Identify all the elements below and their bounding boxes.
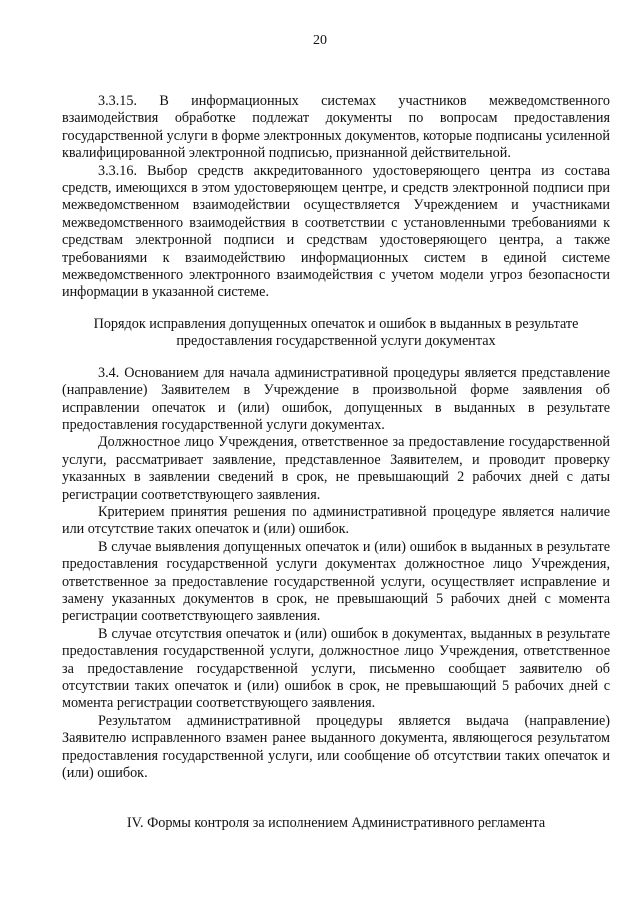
paragraph-official-review: Должностное лицо Учреждения, ответственное за предоставление государственной услуги, рассматривает заявление, представленное Заявителем, и проводит проверку указанных в заявлении сведений в срок, не превышающий 2 рабочих дней с даты регистрации соответствующего заявления. xyxy=(62,434,610,503)
paragraph-decision-criterion: Критерием принятия решения по административной процедуре является наличие или отсутствие таких опечаток и (или) ошибок. xyxy=(62,503,610,538)
paragraph-3-3-15: 3.3.15. В информационных системах участников межведомственного взаимодействия обработке подлежат документы по вопросам предоставления государственной услуги в форме электронных документов, которые подписаны усиленной квалифицированной электронной подписью, признанной действительной. xyxy=(62,93,610,162)
paragraph-procedure-result: Результатом административной процедуры является выдача (направление) Заявителю исправленного взамен ранее выданного документа, являющегося результатом предоставления государственной услуги, или сообщение об отсутствии таких опечаток и (или) ошибок. xyxy=(62,712,610,782)
paragraph-3-3-16: 3.3.16. Выбор средств аккредитованного удостоверяющего центра из состава средств, имеющихся в этом удостоверяющем центре, и средств электронной подписи при межведомственном взаимодействии осуществляется Учреждением и участниками межведомственного взаимодействия в соответствии с установленными требованиями к средствам электронной подписи и средствам удостоверяющего центра, а также требованиями к взаимодействию информационных систем в единой системе межведомственного электронного взаимодействия с учетом модели угроз безопасности информации в указанной системе. xyxy=(62,162,610,301)
page-number: 20 xyxy=(313,33,327,48)
heading-section-iv: IV. Формы контроля за исполнением Административного регламента xyxy=(126,815,546,831)
paragraph-3-4: 3.4. Основанием для начала административной процедуры является представление (направление) Заявителем в Учреждение в произвольной форме заявления об исправлении опечаток и (или) ошибок, допущенных в выданных в результате предоставления государственной услуги документах. xyxy=(62,364,610,433)
document-body xyxy=(62,93,610,831)
heading-corrections-procedure: Порядок исправления допущенных опечаток и ошибок в выданных в результате предоставления государственной услуги документах xyxy=(93,315,579,350)
paragraph-errors-found: В случае выявления допущенных опечаток и (или) ошибок в выданных в результате предоставления государственной услуги документах должностное лицо Учреждения, ответственное за предоставление государственной услуги, осуществляет исправление и замену указанных документов в срок, не превышающий 5 рабочих дней с момента регистрации соответствующего заявления. xyxy=(62,538,610,625)
paragraph-no-errors: В случае отсутствия опечаток и (или) ошибок в документах, выданных в результате предоставления государственной услуги, должностное лицо Учреждения, ответственное за предоставление государственной услуги, письменно сообщает заявителю об отсутствии таких опечаток и (или) ошибок в срок, не превышающий 5 рабочих дней с момента регистрации соответствующего заявления. xyxy=(62,625,610,712)
